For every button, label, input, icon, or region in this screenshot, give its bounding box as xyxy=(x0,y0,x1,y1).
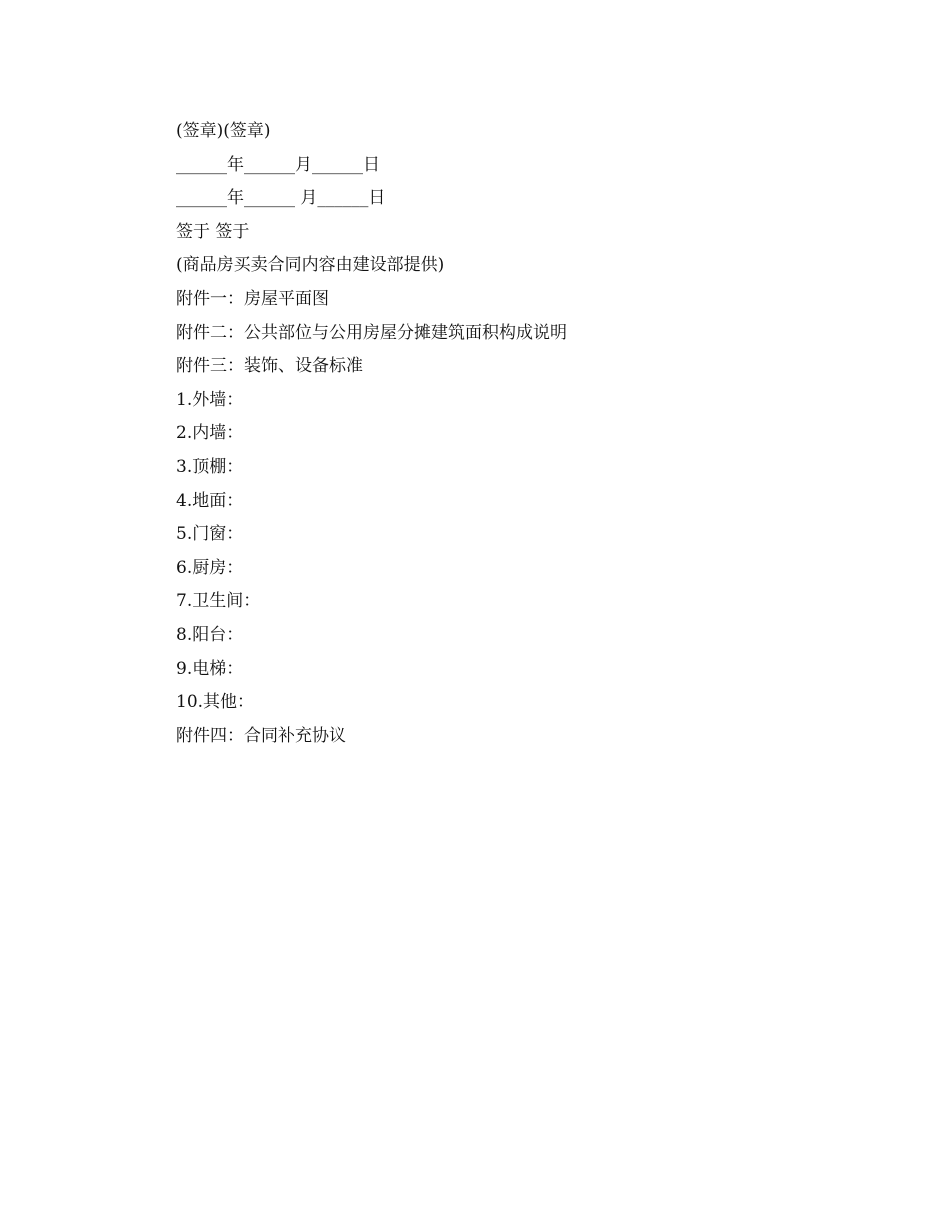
list-item-interior-wall: 2.内墙： xyxy=(176,423,244,444)
list-item-balcony: 8.阳台： xyxy=(176,624,244,645)
signature-seal-line: (签章)(签章) xyxy=(176,121,271,141)
list-item-elevator: 9.电梯： xyxy=(176,658,244,679)
list-item-bathroom: 7.卫生间： xyxy=(176,591,261,612)
list-item-doors-windows: 5.门窗： xyxy=(176,524,244,545)
document-body xyxy=(176,115,826,753)
attachment-3-title: 附件三：装饰、设备标准 xyxy=(176,356,363,377)
list-item-other: 10.其他： xyxy=(176,692,255,713)
date-line-1: ______年______月______日 xyxy=(176,154,380,175)
list-item-exterior-wall: 1.外墙： xyxy=(176,389,244,410)
signed-at-line: 签于 签于 xyxy=(176,221,250,242)
list-item-kitchen: 6.厨房： xyxy=(176,557,244,578)
list-item-floor: 4.地面： xyxy=(176,490,244,511)
contract-source-note: (商品房买卖合同内容由建设部提供) xyxy=(176,255,445,276)
attachment-2-title: 附件二：公共部位与公用房屋分摊建筑面积构成说明 xyxy=(176,322,567,343)
list-item-ceiling: 3.顶棚： xyxy=(176,456,244,477)
attachment-4-title: 附件四：合同补充协议 xyxy=(176,725,346,746)
date-line-2: ______年______ 月______日 xyxy=(176,188,386,209)
attachment-1-title: 附件一：房屋平面图 xyxy=(176,288,329,309)
